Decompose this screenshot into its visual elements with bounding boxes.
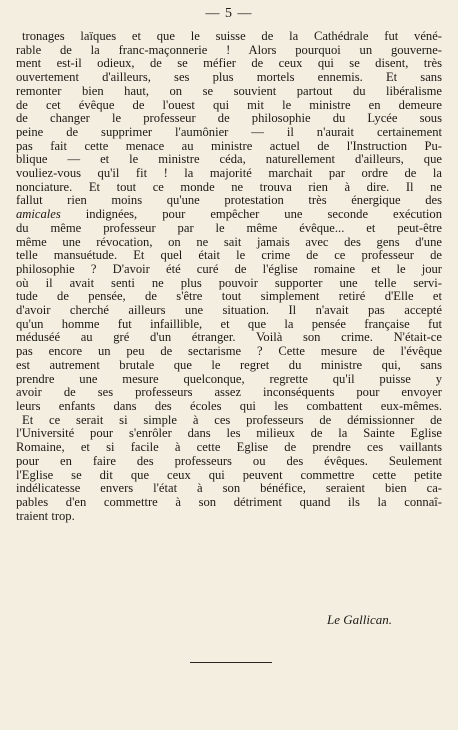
text-line: amicales indignées, pour empêcher une seconde exécution bbox=[16, 207, 442, 222]
text-line: est autrement brutale que le regret du ministre qui, sans bbox=[16, 357, 442, 372]
signature: Le Gallican. bbox=[327, 612, 392, 627]
article-body bbox=[16, 30, 442, 523]
text-line: rable de la franc-maçonnerie ! Alors pourquoi un gouverne- bbox=[16, 42, 442, 57]
text-line: pas encore un peu de sectarisme ? Cette mesure de l'évêque bbox=[16, 344, 442, 359]
text-line: philosophie ? D'avoir été curé de l'église romaine et le jour bbox=[16, 261, 442, 276]
text-line: tronages laïques et que le suisse de la Cathédrale fut véné- bbox=[22, 29, 442, 43]
text-line: telle mansuétude. Et quel était le crime de ce professeur de bbox=[16, 248, 442, 263]
text-line: prendre une mesure quelconque, regrette qu'il puisse y bbox=[16, 371, 442, 386]
text-line: indélicatesse envers l'état à son bénéfice, seraient bien ca- bbox=[16, 481, 442, 496]
text-line: pables d'en commettre à son détriment quand ils la connaî- bbox=[16, 494, 442, 509]
text-line: l'Eglise se dit que ceux qui peuvent commettre cette petite bbox=[16, 467, 442, 482]
text-line: tude de pensée, de s'être tout simplement retiré d'Elle et bbox=[16, 289, 442, 304]
text-line: du même professeur par le même évêque... et peut-être bbox=[16, 220, 442, 235]
text-line: vouliez-vous qu'il fit ! la majorité marchait par ordre de la bbox=[16, 166, 442, 181]
text-line: peine de supprimer l'aumônier — il n'aurait certainement bbox=[16, 124, 442, 139]
text-line: nonciature. Et tout ce monde ne trouva rien à dire. Il ne bbox=[16, 179, 442, 194]
text-line: ment est-il odieux, de se méfier de ceux qui se disent, très bbox=[16, 56, 442, 71]
text-line: Et ce serait si simple à ces professeurs de démissionner de bbox=[22, 412, 442, 427]
text-line: de cet évêque de l'ouest qui mit le ministre en demeure bbox=[16, 97, 442, 112]
text-line: avoir de ses professeurs assez inconséquents pour envoyer bbox=[16, 385, 442, 400]
text-line: remonter bien haut, on se souvient partout du libéralisme bbox=[16, 83, 442, 98]
closing-rule bbox=[190, 662, 272, 663]
text-line: ouvertement d'ailleurs, ses plus mortels ennemis. Et sans bbox=[16, 70, 442, 85]
text-line: où il avait senti ne plus pouvoir supporter une telle servi- bbox=[16, 275, 442, 290]
text-line: méduséé au gré d'un étranger. Voilà son crime. N'était-ce bbox=[16, 330, 442, 345]
text-line: d'avoir cherché ailleurs une situation. Il n'avait pas accepté bbox=[16, 303, 442, 318]
text-line: pas fait cette menace au ministre actuel de l'Instruction Pu- bbox=[16, 138, 442, 153]
text-line: pour en faire des professeurs ou des évêques. Seulement bbox=[16, 453, 442, 468]
text-line: l'Université pour s'enrôler dans les milieux de la Sainte Eglise bbox=[16, 426, 442, 441]
text-line: leurs enfants dans des écoles qui les combattent eux-mêmes. bbox=[16, 398, 442, 413]
text-line: blique — et le ministre céda, naturellement d'ailleurs, que bbox=[16, 152, 442, 167]
text-line: traient trop. bbox=[16, 508, 75, 523]
page-number: — 5 — bbox=[205, 6, 253, 21]
text-line: qu'un homme fut infaillible, et que la pensée française fut bbox=[16, 316, 442, 331]
text-line: même une révocation, on ne sait jamais avec des gens d'une bbox=[16, 234, 442, 249]
text-line: fallut rien moins qu'une protestation très énergique des bbox=[16, 193, 442, 208]
text-line: de changer le professeur de philosophie du Lycée sous bbox=[16, 111, 442, 126]
text-line: Romaine, et si facile à cette Eglise de prendre ces vaillants bbox=[16, 440, 442, 455]
